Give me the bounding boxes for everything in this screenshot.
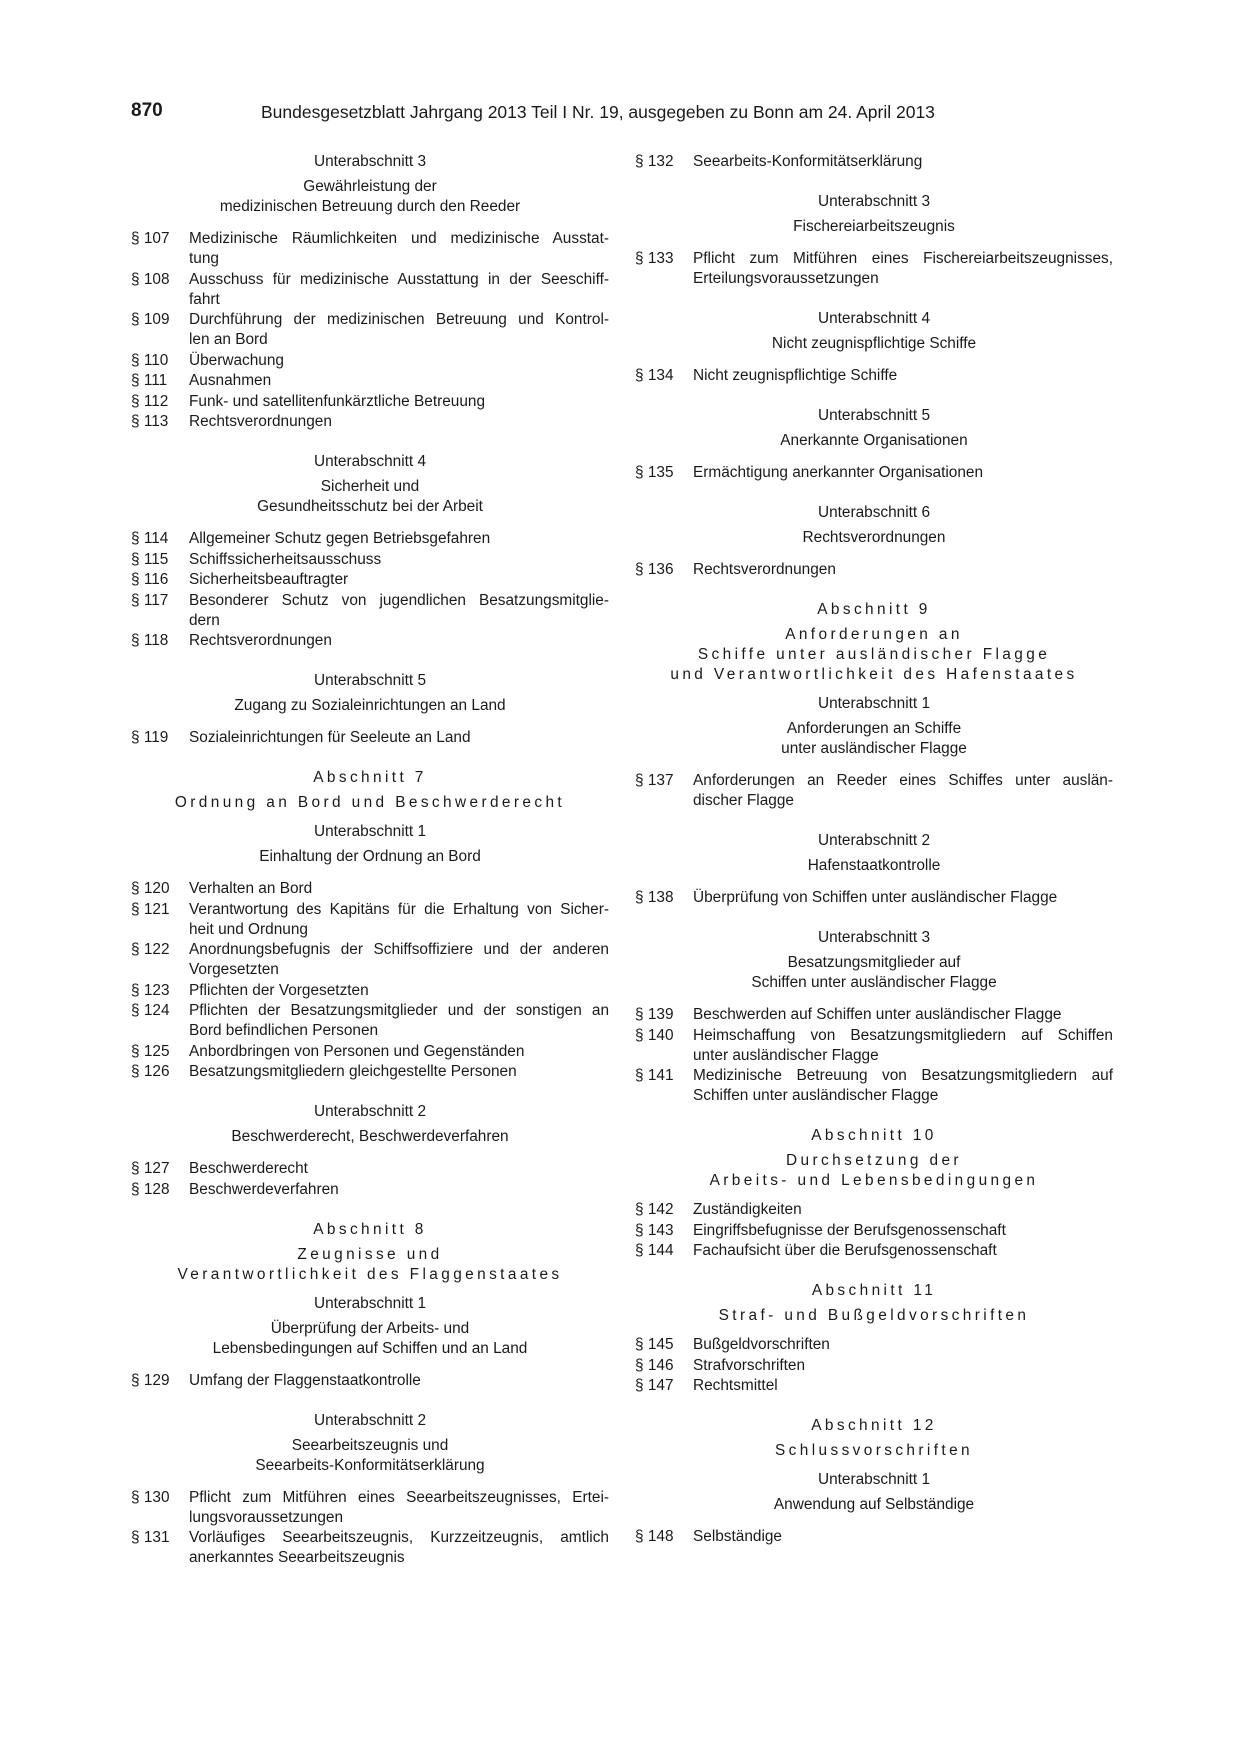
paragraph-number: § 139 (635, 1006, 674, 1023)
toc-entry (635, 1026, 1113, 1066)
entry-group (635, 152, 1113, 172)
toc-entry (635, 1376, 1113, 1396)
entry-line: Anforderungen an Reeder eines Schiffes unter auslän- (693, 772, 1113, 789)
entry-line: Verantwortung des Kapitäns für die Erhaltung von Sicher- (189, 900, 609, 918)
entry-line: Seearbeits-Konformitätserklärung (693, 153, 923, 170)
toc-entry (131, 529, 609, 549)
entry-line: Rechtsverordnungen (189, 413, 332, 430)
paragraph-number: § 112 (131, 392, 169, 410)
paragraph-title (189, 392, 609, 412)
paragraph-number: § 140 (635, 1026, 674, 1044)
paragraph-number: § 142 (635, 1201, 674, 1218)
paragraph-number: § 125 (131, 1042, 170, 1060)
toc-entry (131, 1528, 609, 1568)
paragraph-number: § 147 (635, 1377, 674, 1394)
title-line: Einhaltung der Ordnung an Bord (259, 848, 481, 865)
paragraph-number: § 143 (635, 1221, 674, 1239)
entry-line: Rechtsverordnungen (189, 632, 332, 649)
subsection-label: Unterabschnitt 1 (313, 823, 427, 840)
entry-line: discher Flagge (693, 792, 794, 809)
paragraph-number: § 118 (131, 632, 169, 649)
toc-entry (131, 412, 609, 432)
toc-entry (635, 771, 1113, 811)
paragraph-title (693, 1335, 1113, 1355)
paragraph-title (693, 1066, 1113, 1106)
title-line: Rechtsverordnungen (802, 529, 946, 546)
paragraph-title (189, 1062, 609, 1082)
entry-line: Umfang der Flaggenstaatkontrolle (189, 1371, 421, 1389)
paragraph-title (189, 1488, 609, 1528)
paragraph-number: § 116 (131, 571, 169, 588)
entry-line: Pflicht zum Mitführen eines Seearbeitszeugnisses, Ertei- (189, 1488, 609, 1506)
entry-line: Ausnahmen (189, 372, 272, 389)
subsection-label: Unterabschnitt 1 (313, 1294, 427, 1312)
paragraph-number: § 126 (131, 1063, 170, 1080)
section-label: Abschnitt 11 (811, 1282, 937, 1299)
section-label: Abschnitt 8 (313, 1220, 427, 1238)
title-line: Verantwortlichkeit des Flaggenstaates (177, 1265, 563, 1283)
toc-entry (131, 1062, 609, 1082)
title-line: Gewährleistung der (303, 178, 437, 195)
toc-entry (131, 351, 609, 371)
title-line: Hafenstaatkontrolle (807, 857, 941, 874)
subsection-label: Unterabschnitt 1 (817, 695, 931, 712)
toc-entry (131, 1042, 609, 1062)
paragraph-number: § 148 (635, 1528, 674, 1545)
paragraph-title (189, 591, 609, 631)
toc-entry (131, 940, 609, 980)
toc-entry (131, 631, 609, 651)
subsection-label: Unterabschnitt 5 (817, 407, 931, 424)
paragraph-title (189, 1528, 609, 1568)
subsection-title (131, 477, 609, 517)
paragraph-number: § 135 (635, 464, 674, 481)
title-line: Fischereiarbeitszeugnis (793, 218, 955, 235)
subsection-title (131, 847, 609, 867)
entry-group (131, 1488, 609, 1569)
toc-entry (131, 270, 609, 310)
entry-group (131, 529, 609, 651)
paragraph-number: § 127 (131, 1160, 170, 1177)
paragraph-number: § 119 (131, 729, 169, 746)
entry-line: Rechtsmittel (693, 1377, 778, 1394)
entry-line: Fachaufsicht über die Berufsgenossenschaft (693, 1242, 997, 1259)
title-line: Schlussvorschriften (774, 1442, 974, 1459)
paragraph-number: § 129 (131, 1371, 170, 1389)
title-line: Anerkannte Organisationen (780, 432, 968, 449)
paragraph-title (189, 550, 609, 570)
paragraph-number: § 107 (131, 230, 170, 247)
subsection-title (635, 217, 1113, 237)
paragraph-number: § 141 (635, 1067, 674, 1084)
subsection-title (131, 1319, 609, 1359)
paragraph-number: § 138 (635, 889, 674, 906)
entry-line: Ausschuss für medizinische Ausstattung in der Seeschiff- (189, 270, 609, 288)
toc-entry (635, 249, 1113, 289)
section-label: Abschnitt 7 (313, 769, 427, 786)
entry-line: Zuständigkeiten (693, 1201, 802, 1218)
paragraph-title (189, 310, 609, 350)
paragraph-title (693, 152, 1113, 172)
entry-line: Anordnungsbefugnis der Schiffsoffiziere und der anderen (189, 941, 609, 958)
title-line: Sicherheit und (320, 478, 420, 495)
toc-entry (635, 463, 1113, 483)
paragraph-number: § 117 (131, 591, 169, 609)
title-line: Anwendung auf Selbständige (773, 1496, 975, 1513)
toc-entry (131, 550, 609, 570)
entry-line: Durchführung der medizinischen Betreuung und Kontrol- (189, 311, 609, 328)
entry-line: Verhalten an Bord (189, 880, 313, 897)
entry-line: Pflichten der Besatzungsmitglieder und der sonstigen an (189, 1002, 609, 1019)
entry-line: Funk- und satellitenfunkärztliche Betreuung (189, 392, 486, 410)
entry-group (635, 771, 1113, 811)
subsection-label: Unterabschnitt 3 (817, 193, 931, 210)
entry-line: tung (189, 250, 219, 267)
subsection-label: Unterabschnitt 3 (313, 153, 427, 170)
subsection-title (131, 696, 609, 716)
title-line: Anforderungen an Schiffe (786, 720, 962, 737)
entry-group (635, 1335, 1113, 1396)
title-line: medizinischen Betreuung durch den Reeder (219, 198, 521, 215)
toc-entry (635, 1200, 1113, 1220)
entry-line: lungsvoraussetzungen (189, 1508, 344, 1526)
paragraph-number: § 122 (131, 941, 170, 958)
entry-line: Beschwerden auf Schiffen unter ausländischer Flagge (693, 1006, 1062, 1023)
subsection-label: Unterabschnitt 2 (817, 832, 931, 849)
paragraph-number: § 114 (131, 530, 169, 547)
title-line: Arbeits- und Lebensbedingungen (709, 1172, 1039, 1189)
paragraph-title (189, 981, 609, 1001)
toc-entry (131, 229, 609, 269)
toc-entry (635, 1066, 1113, 1106)
entry-line: Überwachung (189, 351, 284, 369)
entry-group (635, 1527, 1113, 1547)
entry-line: Anbordbringen von Personen und Gegenständen (189, 1042, 525, 1060)
title-line: Gesundheitsschutz bei der Arbeit (257, 498, 483, 515)
title-line: Anforderungen an (785, 626, 963, 643)
entry-line: Heimschaffung von Besatzungsmitgliedern auf Schiffen (693, 1026, 1113, 1044)
entry-line: Pflicht zum Mitführen eines Fischereiarbeitszeugnisses, (693, 250, 1113, 267)
toc-entry (131, 371, 609, 391)
subsection-label: Unterabschnitt 5 (313, 672, 427, 689)
entry-group (635, 888, 1113, 908)
paragraph-title (189, 940, 609, 980)
paragraph-title (693, 1356, 1113, 1376)
entry-line: Besonderer Schutz von jugendlichen Besatzungsmitglie- (189, 591, 609, 609)
section-title (131, 1245, 609, 1285)
paragraph-number: § 123 (131, 981, 170, 999)
paragraph-title (189, 570, 609, 590)
paragraph-title (693, 560, 1113, 580)
entry-line: len an Bord (189, 331, 268, 348)
paragraph-title (189, 900, 609, 940)
entry-line: anerkanntes Seearbeitszeugnis (189, 1549, 405, 1566)
section-label: Abschnitt 12 (811, 1417, 937, 1434)
paragraph-number: § 145 (635, 1336, 674, 1353)
toc-entry (131, 1371, 609, 1391)
section-title (635, 625, 1113, 685)
toc-entry (131, 310, 609, 350)
subsection-title (635, 334, 1113, 354)
section-label: Abschnitt 9 (817, 601, 931, 618)
entry-group (131, 1159, 609, 1200)
paragraph-number: § 132 (635, 153, 674, 170)
entry-line: Rechtsverordnungen (693, 561, 836, 578)
running-head: Bundesgesetzblatt Jahrgang 2013 Teil I Nr. 19, ausgegeben zu Bonn am 24. April 2013 (261, 102, 935, 122)
title-line: Ordnung an Bord und Beschwerderecht (174, 794, 566, 811)
title-line: Besatzungsmitglieder auf (787, 954, 961, 971)
paragraph-number: § 144 (635, 1242, 674, 1259)
entry-group (131, 728, 609, 748)
paragraph-number: § 121 (131, 900, 170, 918)
title-line: Lebensbedingungen auf Schiffen und an Land (212, 1339, 528, 1357)
paragraph-title (693, 1241, 1113, 1261)
paragraph-title (189, 631, 609, 651)
subsection-label: Unterabschnitt 6 (817, 504, 931, 521)
entry-line: Schiffen unter ausländischer Flagge (693, 1087, 939, 1104)
paragraph-title (693, 1527, 1113, 1547)
toc-entry (635, 1241, 1113, 1261)
toc-entry (635, 1005, 1113, 1025)
entry-line: Pflichten der Vorgesetzten (189, 981, 369, 999)
paragraph-title (189, 1371, 609, 1391)
paragraph-title (693, 1200, 1113, 1220)
toc-entry (131, 879, 609, 899)
title-line: Schiffen unter ausländischer Flagge (751, 974, 997, 991)
paragraph-number: § 137 (635, 772, 674, 789)
toc-entry (635, 366, 1113, 386)
entry-line: unter ausländischer Flagge (693, 1046, 879, 1064)
subsection-title (635, 953, 1113, 993)
paragraph-title (189, 371, 609, 391)
toc-entry (131, 591, 609, 631)
subsection-title (635, 719, 1113, 759)
section-title (635, 1151, 1113, 1191)
subsection-title (131, 177, 609, 217)
page-header (131, 100, 1131, 130)
title-line: Überprüfung der Arbeits- und (270, 1319, 470, 1337)
entry-line: Sozialeinrichtungen für Seeleute an Land (189, 729, 471, 746)
paragraph-number: § 110 (131, 351, 169, 369)
entry-line: Schiffssicherheitsausschuss (189, 550, 382, 568)
entry-line: Nicht zeugnispflichtige Schiffe (693, 367, 898, 384)
title-line: Zeugnisse und (297, 1245, 443, 1263)
paragraph-title (693, 1005, 1113, 1025)
paragraph-number: § 120 (131, 880, 170, 897)
entry-group (635, 366, 1113, 386)
entry-line: Erteilungsvoraussetzungen (693, 270, 879, 287)
toc-entry (635, 1527, 1113, 1547)
entry-line: Medizinische Räumlichkeiten und medizinische Ausstat- (189, 230, 609, 247)
subsection-label: Unterabschnitt 1 (817, 1471, 931, 1488)
paragraph-title (189, 412, 609, 432)
title-line: Durchsetzung der (786, 1152, 962, 1169)
subsection-label: Unterabschnitt 4 (313, 453, 427, 470)
entry-line: Beschwerderecht (189, 1160, 308, 1177)
paragraph-number: § 130 (131, 1488, 170, 1506)
title-line: und Verantwortlichkeit des Hafenstaates (670, 666, 1078, 683)
page-number: 870 (131, 100, 163, 121)
toc-entry (131, 728, 609, 748)
paragraph-number: § 124 (131, 1002, 170, 1019)
paragraph-number: § 111 (131, 372, 168, 389)
entry-line: fahrt (189, 290, 220, 308)
section-title (635, 1306, 1113, 1326)
section-title (635, 1441, 1113, 1461)
paragraph-title (693, 1221, 1113, 1241)
paragraph-number: § 109 (131, 311, 170, 328)
entry-line: Medizinische Betreuung von Besatzungsmitgliedern auf (693, 1067, 1113, 1084)
title-line: Seearbeitszeugnis und (291, 1436, 449, 1454)
paragraph-title (189, 879, 609, 899)
paragraph-number: § 108 (131, 270, 170, 288)
entry-line: Überprüfung von Schiffen unter ausländischer Flagge (693, 889, 1058, 906)
title-line: unter ausländischer Flagge (781, 740, 967, 757)
paragraph-title (189, 270, 609, 310)
toc-entry (635, 1221, 1113, 1241)
toc-entry (635, 560, 1113, 580)
subsection-title (635, 1495, 1113, 1515)
toc-entry (131, 900, 609, 940)
entry-group (635, 1005, 1113, 1106)
paragraph-title (189, 1042, 609, 1062)
paragraph-title (693, 1376, 1113, 1396)
subsection-title (131, 1436, 609, 1476)
left-column (131, 152, 609, 1588)
paragraph-title (189, 351, 609, 371)
paragraph-title (693, 249, 1113, 289)
paragraph-number: § 146 (635, 1356, 674, 1374)
paragraph-title (693, 463, 1113, 483)
entry-group (635, 560, 1113, 580)
toc-entry (131, 1159, 609, 1179)
subsection-title (635, 528, 1113, 548)
subsection-title (635, 856, 1113, 876)
paragraph-number: § 113 (131, 413, 169, 430)
toc-entry (131, 1488, 609, 1528)
entry-group (635, 249, 1113, 289)
entry-line: Allgemeiner Schutz gegen Betriebsgefahren (189, 530, 491, 547)
subsection-title (635, 431, 1113, 451)
subsection-title (131, 1127, 609, 1147)
title-line: Schiffe unter ausländischer Flagge (697, 646, 1051, 663)
entry-line: dern (189, 611, 220, 629)
toc-entry (131, 981, 609, 1001)
entry-group (635, 463, 1113, 483)
paragraph-title (189, 1159, 609, 1179)
section-label: Abschnitt 10 (811, 1127, 937, 1144)
toc-entry (131, 1001, 609, 1041)
paragraph-title (693, 366, 1113, 386)
paragraph-title (189, 728, 609, 748)
paragraph-number: § 133 (635, 250, 674, 267)
toc-entry (131, 1180, 609, 1200)
paragraph-number: § 115 (131, 550, 169, 568)
toc-entry (635, 888, 1113, 908)
paragraph-number: § 128 (131, 1180, 170, 1198)
toc-entry (635, 1335, 1113, 1355)
entry-line: Selbständige (693, 1528, 782, 1545)
subsection-label: Unterabschnitt 4 (817, 310, 931, 327)
paragraph-title (189, 1180, 609, 1200)
entry-line: Bord befindlichen Personen (189, 1022, 379, 1039)
entry-line: Beschwerdeverfahren (189, 1180, 339, 1198)
entry-line: Bußgeldvorschriften (693, 1336, 830, 1353)
paragraph-number: § 131 (131, 1529, 170, 1546)
title-line: Zugang zu Sozialeinrichtungen an Land (234, 697, 506, 714)
entry-line: heit und Ordnung (189, 920, 308, 938)
subsection-label: Unterabschnitt 2 (313, 1103, 427, 1120)
title-line: Straf- und Bußgeldvorschriften (718, 1307, 1030, 1324)
entry-line: Vorläufiges Seearbeitszeugnis, Kurzzeitzeugnis, amtlich (189, 1529, 609, 1546)
subsection-label: Unterabschnitt 2 (313, 1411, 427, 1429)
subsection-label: Unterabschnitt 3 (817, 929, 931, 946)
entry-line: Vorgesetzten (189, 961, 279, 978)
paragraph-title (189, 529, 609, 549)
paragraph-title (693, 1026, 1113, 1066)
section-title (131, 793, 609, 813)
paragraph-title (189, 1001, 609, 1041)
title-line: Seearbeits-Konformitätserklärung (255, 1456, 485, 1474)
toc-entry (131, 392, 609, 412)
toc-entry (131, 570, 609, 590)
entry-group (635, 1200, 1113, 1261)
paragraph-number: § 134 (635, 367, 674, 384)
toc-entry (635, 152, 1113, 172)
entry-group (131, 229, 609, 432)
paragraph-title (693, 771, 1113, 811)
entry-line: Ermächtigung anerkannter Organisationen (693, 464, 984, 481)
entry-line: Sicherheitsbeauftragter (189, 571, 349, 588)
toc-entry (635, 1356, 1113, 1376)
entry-group (131, 1371, 609, 1391)
paragraph-title (189, 229, 609, 269)
entry-group (131, 879, 609, 1082)
paragraph-number: § 136 (635, 561, 674, 578)
title-line: Beschwerderecht, Beschwerdeverfahren (231, 1128, 509, 1145)
title-line: Nicht zeugnispflichtige Schiffe (771, 335, 977, 352)
entry-line: Eingriffsbefugnisse der Berufsgenossenschaft (693, 1221, 1006, 1239)
entry-line: Besatzungsmitgliedern gleichgestellte Personen (189, 1063, 517, 1080)
entry-line: Strafvorschriften (693, 1356, 806, 1374)
paragraph-title (693, 888, 1113, 908)
right-column (635, 152, 1113, 1567)
